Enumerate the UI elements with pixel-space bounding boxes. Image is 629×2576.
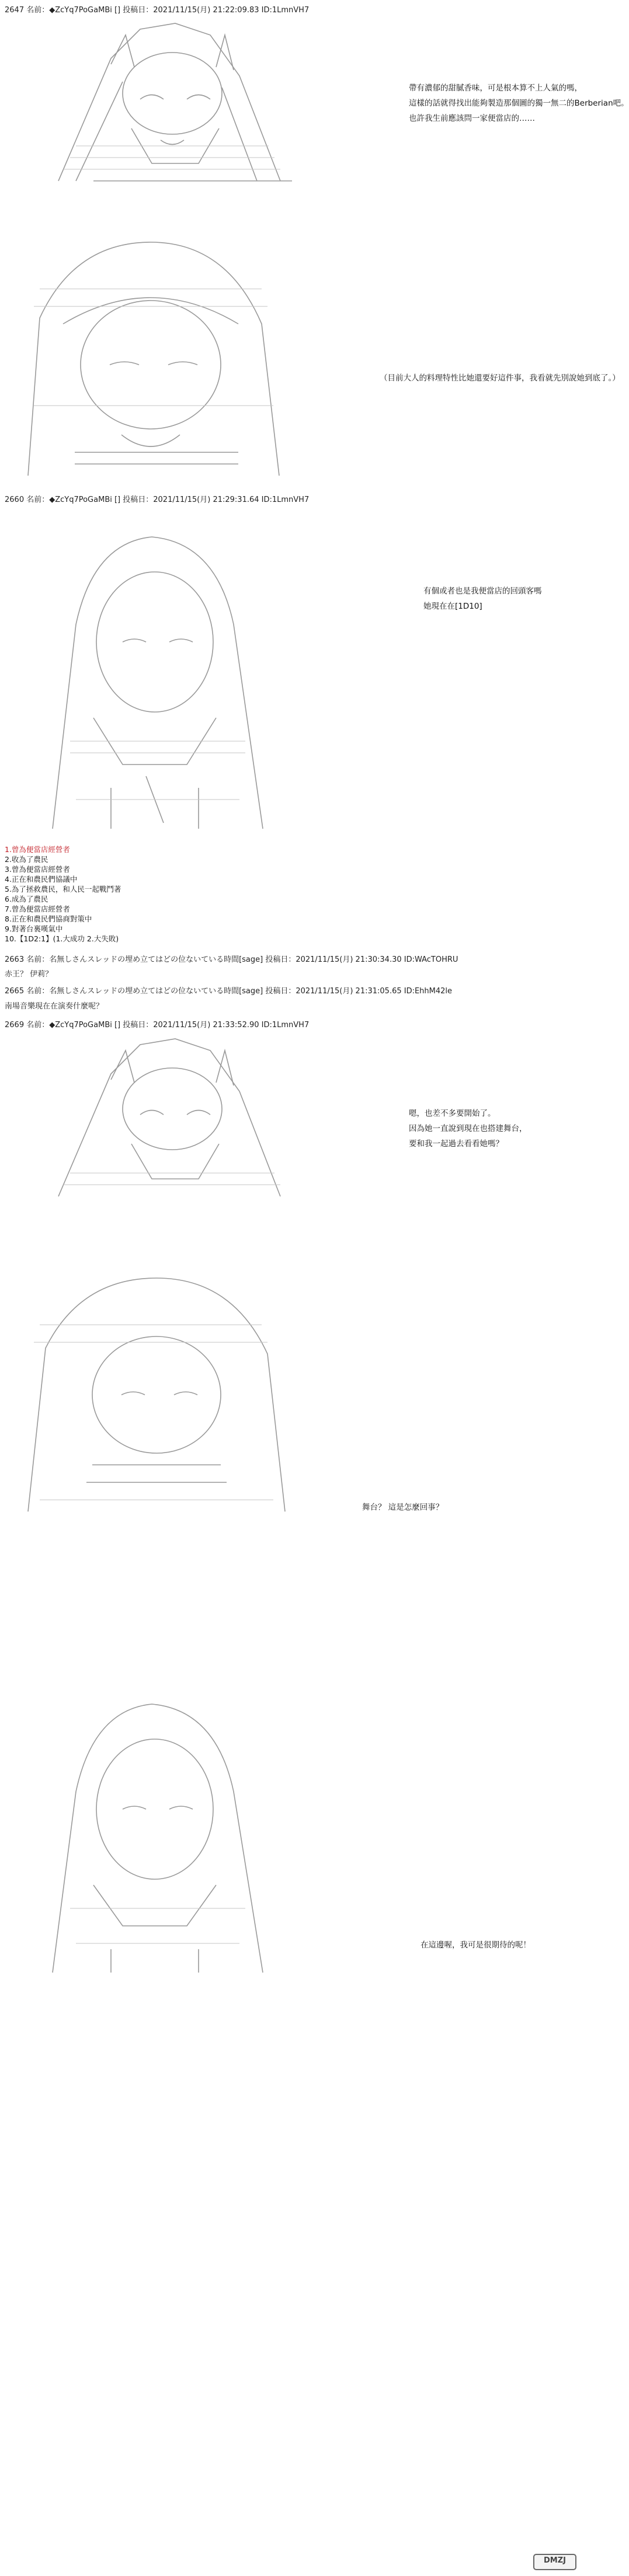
ascii-art-5 xyxy=(5,1255,308,1517)
dialogue-line: 嗯，也差不多要開始了。 xyxy=(409,1109,496,1118)
choice-item: 8.正在和農民們協商對策中 xyxy=(5,914,92,923)
dialogue-5 xyxy=(362,1500,443,1515)
ascii-art-4 xyxy=(23,1027,298,1202)
post-header-2665: 2665 名前：名無しさんスレッドの埋め立てはどの位ないている時間[sage] 投稿日：2021/11/15(月) 21:31:05.65 ID:EhhM42le xyxy=(5,987,453,996)
choice-item: 4.正在和農民們協議中 xyxy=(5,875,78,884)
dialogue-2 xyxy=(380,371,620,386)
post-header-2647: 2647 名前：◆ZcYq7PoGaMBi [] 投稿日：2021/11/15(月) 21:22:09.83 ID:1LmnVH7 xyxy=(5,6,310,15)
choice-item: 7.曾為便當店經營者 xyxy=(5,905,70,913)
dialogue-line: 因為她一直說到現在也搭建舞台， xyxy=(409,1124,527,1133)
ascii-art-6 xyxy=(6,1675,298,1978)
post-header-2663: 2663 名前：名無しさんスレッドの埋め立てはどの位ないている時間[sage] 投稿日：2021/11/15(月) 21:30:34.30 ID:WAcTOHRU xyxy=(5,955,458,964)
choice-item: 2.收為了農民 xyxy=(5,855,48,864)
post-header-2660: 2660 名前：◆ZcYq7PoGaMBi [] 投稿日：2021/11/15(月) 21:29:31.64 ID:1LmnVH7 xyxy=(5,495,310,504)
dialogue-line: 她現在在[1D10] xyxy=(423,602,482,611)
dialogue-6 xyxy=(421,1938,531,1953)
dialogue-line: （目前大人的料理特性比她還要好這件事，我看就先別說她到底了。） xyxy=(380,374,620,383)
dialogue-line: 帶有濃郁的甜膩香味，可是根本算不上人氣的嗎， xyxy=(409,83,582,93)
choice-item: 5.為了拯救農民，和人民一起戰鬥著 xyxy=(5,885,121,893)
ascii-art-3 xyxy=(6,508,298,835)
dialogue-line: 舞台？ 這是怎麼回事？ xyxy=(362,1503,444,1512)
dialogue-line: 這樣的話就得找出能夠製造那個圖的獨一無二的Berberian吧。 xyxy=(409,99,629,108)
choice-item: 9.對著台裏嘆氣中 xyxy=(5,924,63,933)
dialogue-line: 要和我一起過去看看她嗎？ xyxy=(409,1139,503,1149)
dialogue-1 xyxy=(409,81,629,126)
post-body-2665: 南場音樂現在在演奏什麼呢？ xyxy=(5,1002,104,1011)
ascii-art-1 xyxy=(23,12,298,187)
post-body-2663: 赤王？ 伊莉？ xyxy=(5,970,53,979)
post-header-2669: 2669 名前：◆ZcYq7PoGaMBi [] 投稿日：2021/11/15(月) 21:33:52.90 ID:1LmnVH7 xyxy=(5,1021,310,1029)
dialogue-line: 也許我生前應該問一家便當店的…… xyxy=(409,114,535,123)
dialogue-3 xyxy=(423,584,542,614)
watermark-logo: DMZJ xyxy=(533,2554,576,2570)
ascii-art-2 xyxy=(5,231,308,481)
dialogue-4 xyxy=(409,1106,527,1151)
dialogue-line: 在這邊喔，我可是很期待的呢！ xyxy=(421,1940,531,1950)
choice-item: 6.成為了農民 xyxy=(5,895,48,903)
choice-item: 3.曾為便當店經營者 xyxy=(5,865,70,874)
dialogue-line: 有個或者也是我便當店的回頭客嗎 xyxy=(423,587,542,596)
choice-item: 1.曾為便當店經營者 xyxy=(5,845,70,854)
choice-list xyxy=(5,844,121,944)
choice-item: 10.【1D2:1】(1.大成功 2.大失敗) xyxy=(5,934,119,943)
